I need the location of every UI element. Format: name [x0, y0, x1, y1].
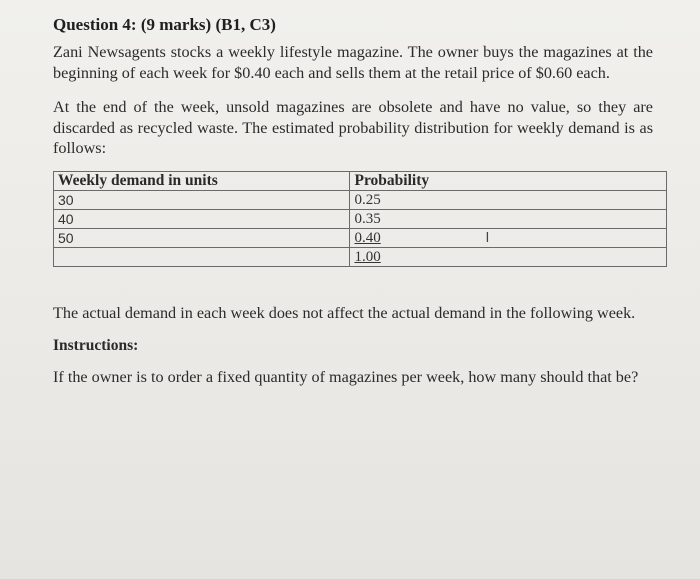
- demand-cell: 50: [54, 228, 350, 247]
- table-total-row: [54, 247, 667, 266]
- table-header-row: [54, 171, 667, 190]
- instructions-label: Instructions:: [53, 337, 139, 354]
- table-row: [54, 228, 667, 247]
- probability-total-value: 1.00: [354, 248, 381, 265]
- probability-cell: [350, 228, 667, 247]
- table-row: [54, 209, 667, 228]
- probability-total-cell: [350, 247, 667, 266]
- intro-paragraph: Zani Newsagents stocks a weekly lifestyle magazine. The owner buys the magazines at the beginning of each week for $0.40 each and sells them at the retail price of $0.60 each.: [53, 43, 653, 82]
- probability-cell: 0.35: [350, 209, 667, 228]
- distribution-intro-paragraph: At the end of the week, unsold magazines are obsolete and have no value, so they are discarded as recycled waste. The estimated probability distribution for weekly demand is as follows:: [53, 98, 653, 157]
- header-weekly-demand: Weekly demand in units: [54, 171, 350, 190]
- probability-value: 0.40: [354, 229, 381, 246]
- question-content: [53, 14, 653, 388]
- table-row: [54, 190, 667, 209]
- demand-cell: [54, 247, 350, 266]
- demand-cell: 40: [54, 209, 350, 228]
- demand-cell: 30: [54, 190, 350, 209]
- question-title: Question 4: (9 marks) (B1, C3): [53, 15, 276, 34]
- probability-cell: 0.25: [350, 190, 667, 209]
- instructions-text: If the owner is to order a fixed quantity of magazines per week, how many should that be?: [53, 368, 639, 386]
- header-probability: Probability: [350, 171, 667, 190]
- text-cursor-icon: I: [485, 230, 490, 246]
- probability-distribution-table: [53, 171, 667, 267]
- independence-paragraph: The actual demand in each week does not affect the actual demand in the following week.: [53, 303, 636, 322]
